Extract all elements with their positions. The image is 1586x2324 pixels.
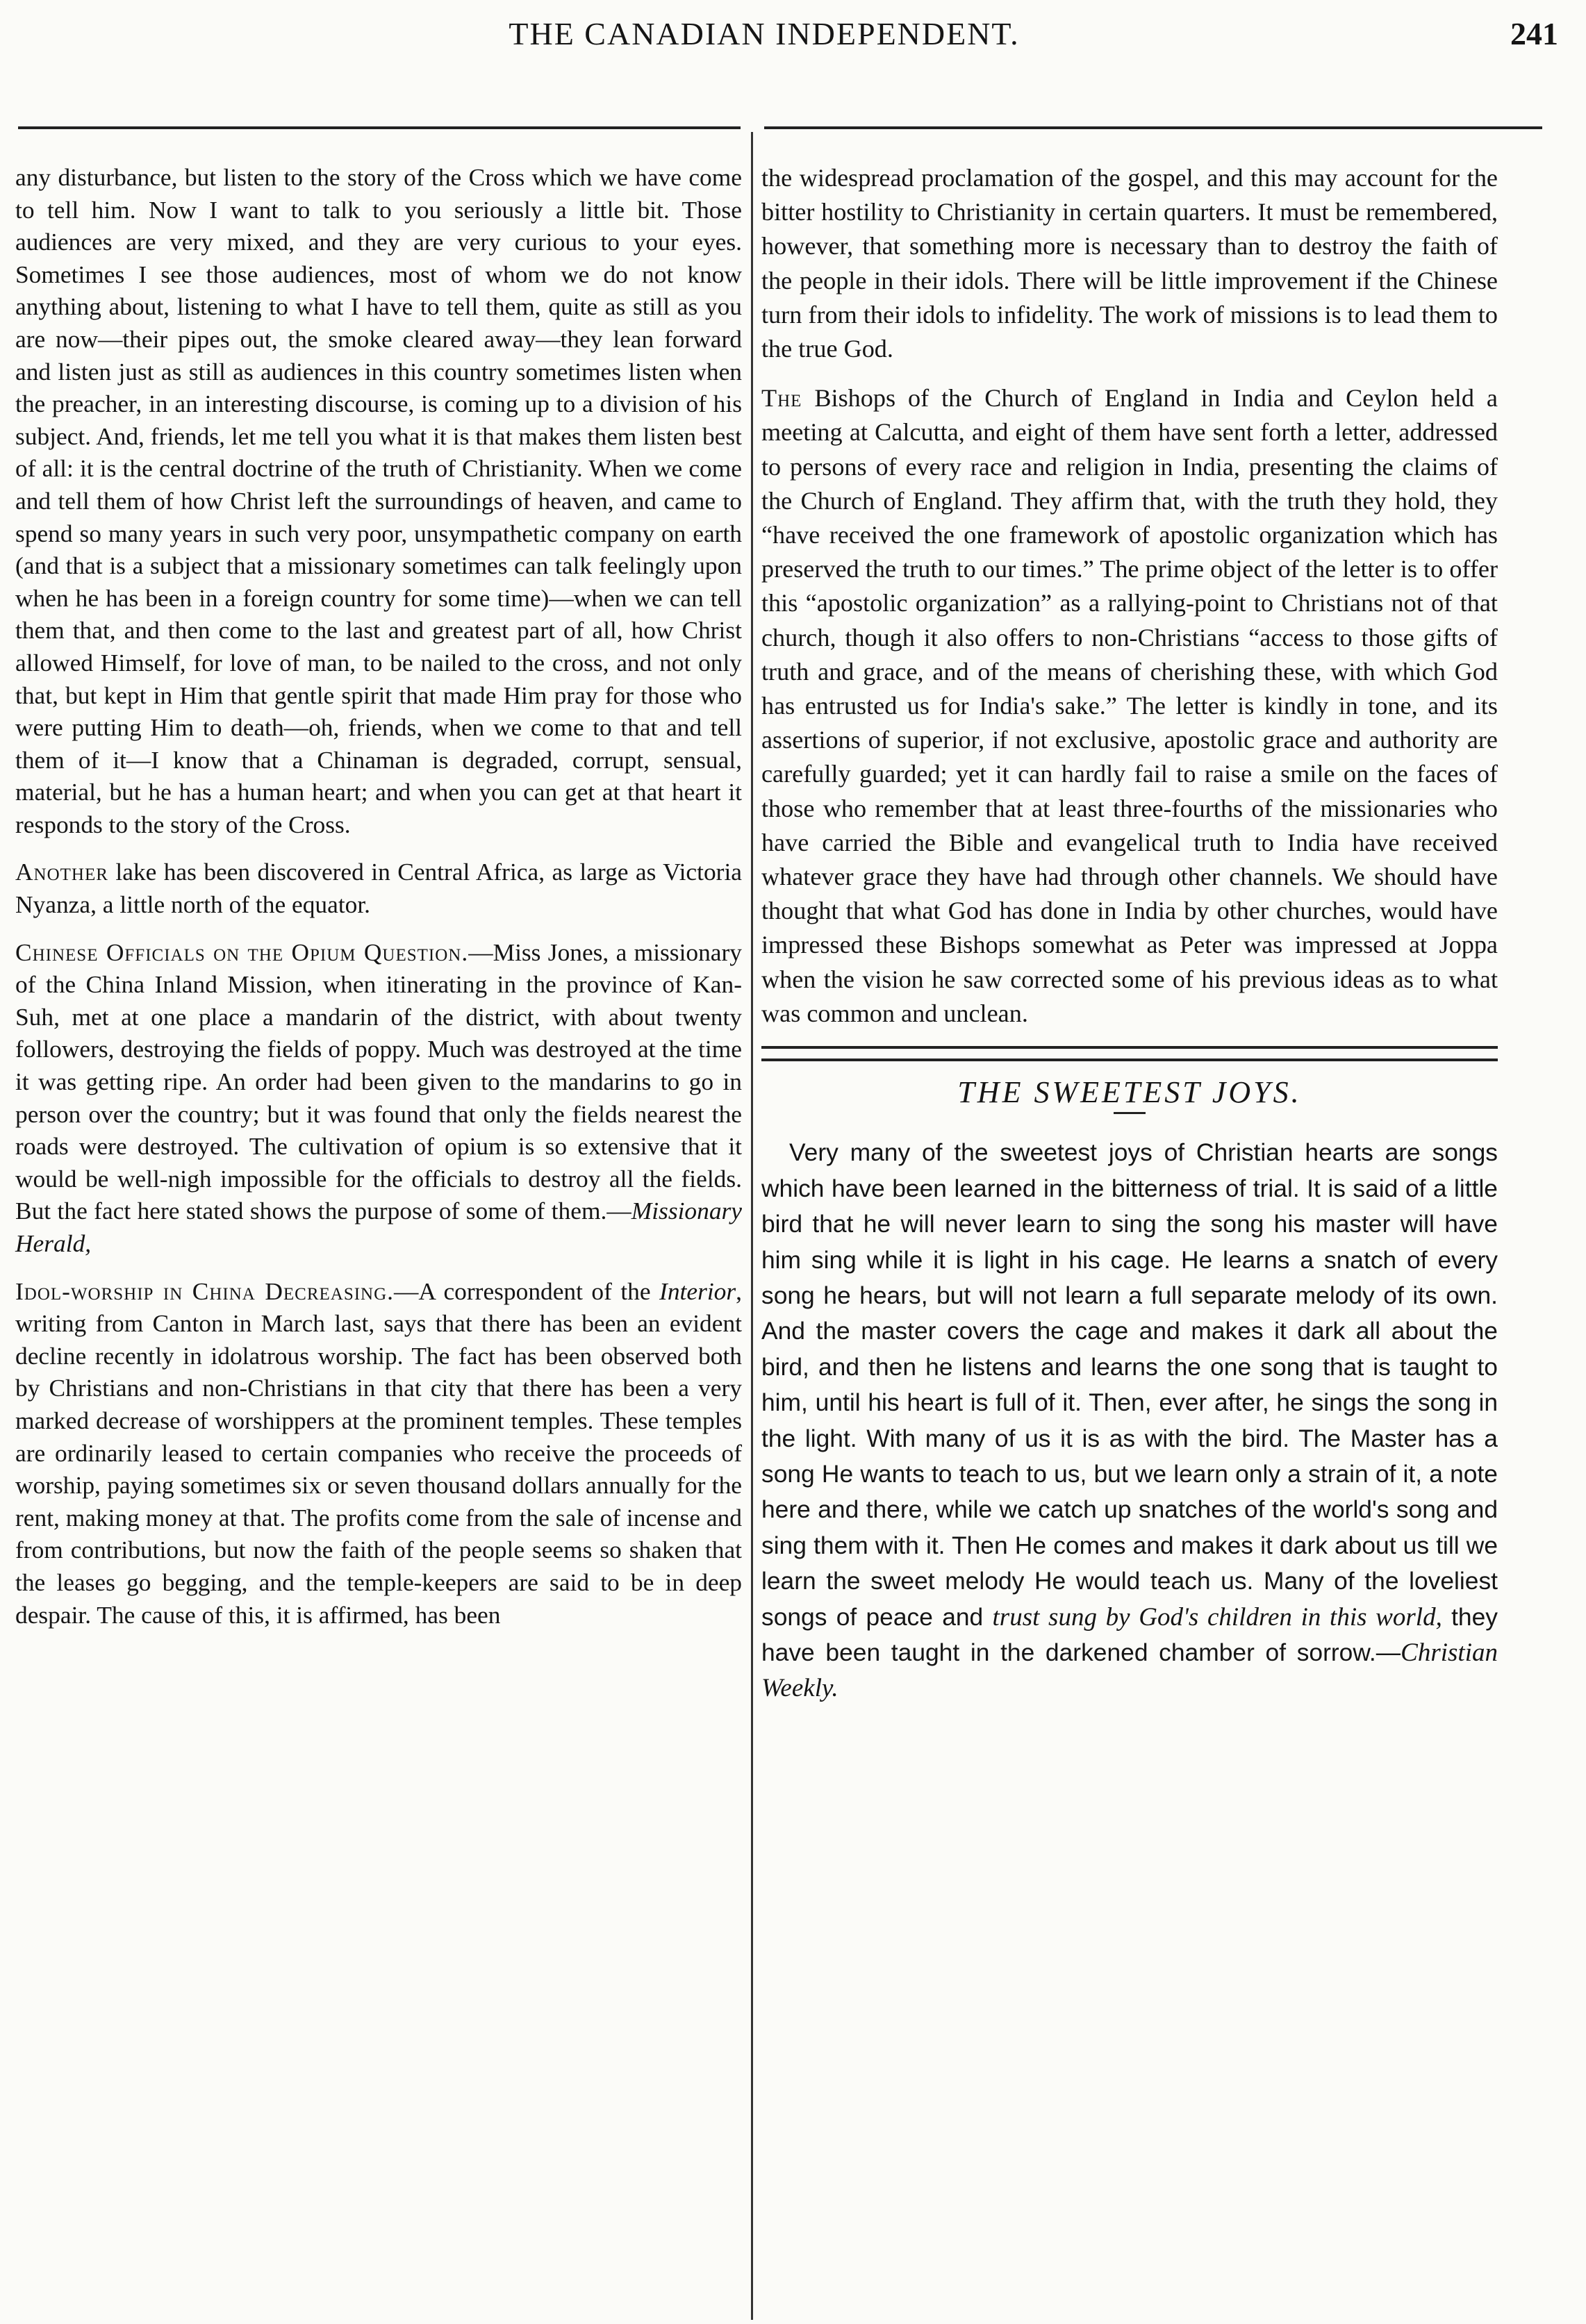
article-idol-worship xyxy=(15,1275,742,1632)
article-heading: Chinese Officials on the Opium Question. xyxy=(15,938,469,966)
article-heading: Idol-worship in China Decreasing. xyxy=(15,1277,395,1305)
paragraph-text: lake has been discovered in Central Africa, as large as Victoria Nyanza, a little north of the equator. xyxy=(15,858,742,919)
article-cross-continued xyxy=(15,161,742,840)
publication-name: Interior xyxy=(659,1277,736,1305)
article-sweetest-joys xyxy=(761,1135,1498,1707)
paragraph-text: —Miss Jones, a missionary of the China Inland Mission, when itinerating in the province of Kan-Suh, met at one place a mandarin of the district, with about twenty followers, destroying the fields of poppy. Much was destroyed at the time it was getting ripe. An order had been given to the mandarins to go in person over the country; but it was found that only the fields nearest the roads were destroyed. The cultivation of opium is so extensive that it would be well-nigh impossible for the officials to destroy all the fields. But the fact here stated shows the purpose of some of them.— xyxy=(15,938,742,1225)
article-lake-discovered xyxy=(15,856,742,920)
paragraph-text: any disturbance, but listen to the story of the Cross which we have come to tell him. Now I want to talk to you seriously a little bit. Those audiences are very mixed, and they are very curious to your eyes. Sometimes I see those audiences, most of whom we do not know anything about, listening to what I have to tell them, quite as still as you are now—their pipes out, the smoke cleared away—they lean forward and listen just as still as audiences in this country sometimes listen when the preacher, in an interesting discourse, is coming up to a division of his subject. And, friends, let me tell you what it is that makes them listen best of all: it is the central doctrine of the truth of Christianity. When we come and tell them of how Christ left the surroundings of heaven, and came to spend so many years in such very poor, unsympathetic company on earth (and that is a subject that a missionary sometimes can talk feelingly upon when he has been in a foreign country for some time)—when we can tell them that, and then come to the last and greatest part of all, how Christ allowed Himself, for love of man, to be nailed to the cross, and not only that, but kept in Him that gentle spirit that made Him pray for those who were putting Him to death—oh, friends, when we come to that and tell them of it—I know that a Chinaman is degraded, corrupt, sensual, material, but he has a human heart; and when you can get at that heart it responds to the story of the Cross. xyxy=(15,163,742,838)
source-citation: Missionary Herald, xyxy=(15,1197,742,1257)
paragraph-text: , writing from Canton in March last, says that there has been an evident decline recently in idolatrous worship. The fact has been observed both by Christians and non-Christians in that city that there has been a very marked decrease of worshippers at the prominent temples. These temples are ordinarily leased to certain companies who receive the proceeds of worship, paying sometimes six or seven thousand dollars annually for the rent, making money at that. The profits come from the sale of incense and from contributions, but now the faith of the people seems so shaken that the leases go begging, and the temple-keepers are said to be in deep despair. The cause of this, it is affirmed, has been xyxy=(15,1277,743,1629)
left-column xyxy=(15,161,742,1646)
article-bishops-letter xyxy=(761,381,1498,1031)
paragraph-text: Bishops of the Church of England in India and Ceylon held a meeting at Calcutta, and eight of them have sent forth a letter, addressed to persons of every race and religion in India, presenting the claims of the Church of England. They affirm that, with the truth they hold, they “have received the one framework of apostolic organization which has preserved the truth to our times.” The prime object of the letter is to offer this “apostolic organization” as a rallying-point to Christians not of that church, though it also offers to non-Christians “access to those gifts of truth and grace, and of the means of cherishing these, with which God has entrusted us for India's sake.” The letter is kindly in tone, and its assertions of superior, if not exclusive, apostolic grace and authority are carefully guarded; yet it can hardly fail to raise a smile on the faces of those who remember that at least three-fourths of the missionaries who have carried the Bible and evangelical truth to India have received whatever grace they have had through other channels. We should have thought that what God has done in India by other churches, would have impressed these Bishops somewhat as Peter was impressed at Joppa when the vision he saw corrected some of his previous ideas as to what was common and unclean. xyxy=(761,384,1498,1027)
paragraph-text: they have been taught in the darkened chamber of sorrow.— xyxy=(761,1602,1498,1666)
lead-word: The xyxy=(761,384,802,413)
source-citation: Christian Weekly. xyxy=(761,1638,1498,1703)
lead-word: Another xyxy=(15,858,108,886)
italic-phrase: trust sung by God's children in this world, xyxy=(992,1602,1442,1632)
page-number: 241 xyxy=(1510,16,1558,51)
header-rule-left xyxy=(18,126,741,129)
section-title: THE SWEETEST JOYS. xyxy=(957,1075,1302,1110)
section-double-rule xyxy=(761,1046,1498,1061)
article-opium-question xyxy=(15,936,742,1260)
masthead-title: THE CANADIAN INDEPENDENT. xyxy=(509,16,1020,51)
right-column xyxy=(761,161,1498,1722)
article-idol-worship-continued xyxy=(761,161,1498,366)
title-dash xyxy=(1114,1112,1146,1114)
column-divider xyxy=(751,132,753,2320)
paragraph-text: Very many of the sweetest joys of Christian hearts are songs which have been learned in the bitterness of trial. It is said of a little bird that he will never learn to sing the song his master will have him sing while it is light in his cage. He learns a snatch of every song he hears, but will not learn a full separate melody of its own. And the master covers the cage and makes it dark all about the bird, and then he listens and learns the one song that is taught to him, until his heart is full of it. Then, ever after, he sings the song in the light. With many of us it is as with the bird. The Master has a song He wants to teach to us, but we learn only a strain of it, a note here and there, while we catch up snatches of the world's song and sing them with it. Then He comes and makes it dark about us till we learn the sweet melody He would teach us. Many of the loveliest songs of peace and xyxy=(761,1138,1498,1631)
header-rule-right xyxy=(764,126,1542,129)
paragraph-text: —A correspondent of the xyxy=(394,1277,660,1305)
paragraph-text: the widespread proclamation of the gospel, and this may account for the bitter hostility to Christianity in certain quarters. It must be remembered, however, that something more is necessary than to destroy the faith of the people in their idols. There will be little improvement if the Chinese turn from their idols to infidelity. The work of missions is to lead them to the true God. xyxy=(761,164,1498,363)
